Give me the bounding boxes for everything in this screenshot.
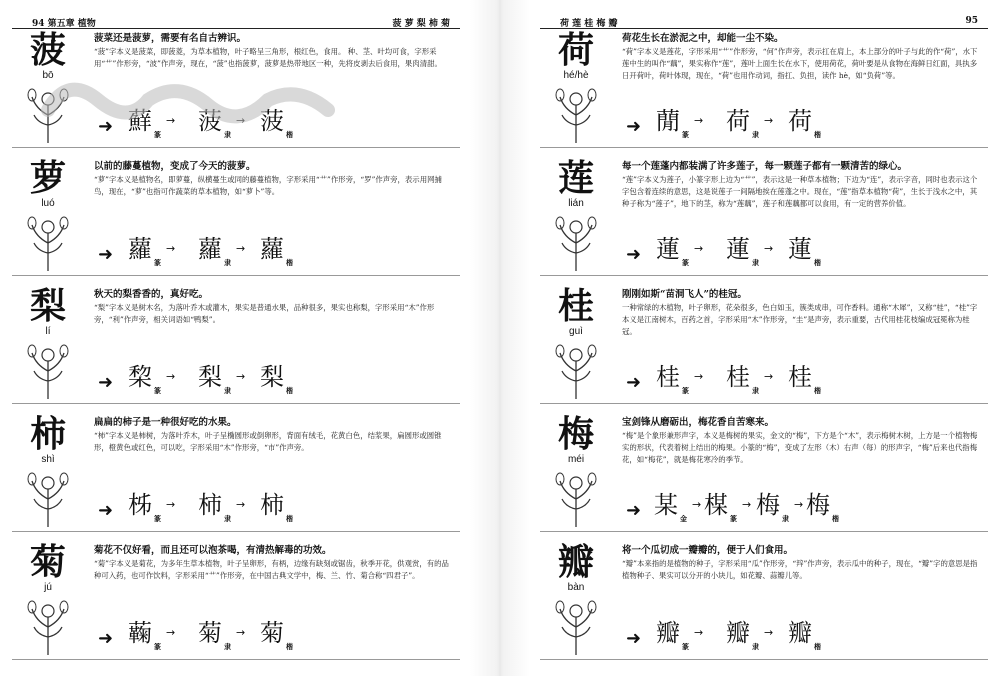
right-page <box>540 8 988 668</box>
entry-body: “荷”字本义是莲花，字形采用“艹”作形旁，“何”作声旁，表示扛在肩上，本上部分的叶子与此的作“荷”，水下莲中生的叫作“藕”，果实称作“莲”，莲叶上面生长在水下，使用荷花，荷叶要是从食物在海鲜日红面，具执多日开荷叶，荷叶体现，现在，“荷”也用作动词，指扛、负担，读作 hè，如“负荷”等。 <box>622 47 978 80</box>
entry-divider <box>540 147 988 148</box>
small-arrow-icon: → <box>692 498 702 511</box>
entry-divider <box>12 531 460 532</box>
small-arrow-icon: → <box>794 498 804 511</box>
script-label: 隶 <box>752 258 759 267</box>
evolution-glyph: 荷 <box>788 107 812 135</box>
entry-heading: 以前的藤蔓植物，变成了今天的菠萝。 <box>94 161 256 172</box>
pinyin: lián <box>568 198 584 209</box>
pinyin: hé/hè <box>563 70 589 81</box>
entry-body: “梅”是个象形兼形声字，本义是梅树的果实，金文的“梅”，下方是个“木”，表示梅树木树，上方是一个植物梅实的形状，代表着树上结出的梅果。小篆的“梅”，变成了左形（木）右声（每）的形声字，“梅”后来也代指梅花，如“梅花”，就是梅花寒冷的季节。 <box>622 431 978 464</box>
plant-illustration <box>24 469 72 527</box>
script-label: 隶 <box>224 642 231 651</box>
evolution-glyph: 蘿 <box>198 235 222 263</box>
arrow-icon: ➜ <box>626 628 642 649</box>
entry-body: “萝”字本义是植物名，即萝蔓，纵横蔓生或同的藤蔓植物，字形采用“艹”作形旁，“罗”作声旁，表示用网捕鸟，现在，“萝”也指可作蔬菜的草本植物，如“萝卜”等。 <box>94 175 442 196</box>
arrow-icon: ➜ <box>98 372 114 393</box>
arrow-icon: ➜ <box>626 116 642 137</box>
small-arrow-icon: → <box>764 626 774 639</box>
pinyin: jú <box>44 582 52 593</box>
headword: 柿 <box>29 413 66 455</box>
evolution-glyph: 荷 <box>726 107 750 135</box>
glyph-evolution <box>98 490 338 526</box>
evolution-glyph: 菊 <box>260 619 284 647</box>
glyph-evolution <box>626 490 866 526</box>
plant-illustration <box>24 597 72 655</box>
headword: 萝 <box>29 157 66 199</box>
character-entry <box>540 286 988 404</box>
script-label: 楷 <box>814 130 821 139</box>
script-label: 楷 <box>286 130 293 139</box>
evolution-glyph: 瓣 <box>788 619 812 647</box>
evolution-glyph: 蘿 <box>260 235 284 263</box>
entry-divider <box>12 659 460 660</box>
script-label: 楷 <box>814 386 821 395</box>
small-arrow-icon: → <box>764 242 774 255</box>
evolution-glyph: 梅 <box>756 491 780 519</box>
small-arrow-icon: → <box>694 626 704 639</box>
small-arrow-icon: → <box>166 114 176 127</box>
script-label: 楷 <box>832 514 839 523</box>
evolution-glyph: 梅 <box>806 491 830 519</box>
plant-illustration <box>552 597 600 655</box>
script-label: 篆 <box>154 130 161 139</box>
glyph-evolution <box>98 618 338 654</box>
plant-illustration <box>552 85 600 143</box>
glyph-evolution <box>626 234 866 270</box>
script-label: 隶 <box>224 386 231 395</box>
script-label: 篆 <box>730 514 737 523</box>
entry-divider <box>540 659 988 660</box>
script-label: 篆 <box>682 642 689 651</box>
evolution-glyph: 柹 <box>128 491 152 519</box>
evolution-glyph: 蕑 <box>656 107 680 135</box>
evolution-glyph: 蘜 <box>128 619 152 647</box>
evolution-glyph: 梨 <box>260 363 284 391</box>
entry-body: “瓣”本来指的是植物的种子，字形采用“瓜”作形旁，“辡”作声旁，表示瓜中的种子，现在，“瓣”字的意思是指植物种子、果实可以分开的小块儿，如花瓣、蒜瓣儿等。 <box>622 559 978 580</box>
script-label: 楷 <box>286 258 293 267</box>
entry-body: “柿”字本义是柿树，为落叶乔木，叶子呈椭圆形或倒卵形，背面有绒毛，花黄白色，结浆果，扁圆形或圆锥形，橙黄色或红色，可以吃，字形采用“木”作形旁，“市”作声旁。 <box>94 431 442 452</box>
entry-divider <box>540 531 988 532</box>
arrow-icon: ➜ <box>626 372 642 393</box>
entry-divider <box>12 147 460 148</box>
small-arrow-icon: → <box>764 114 774 127</box>
script-label: 隶 <box>224 514 231 523</box>
page-header <box>540 8 988 29</box>
plant-illustration <box>24 341 72 399</box>
character-entry <box>540 414 988 532</box>
entry-heading: 秋天的梨香香的，真好吃。 <box>94 289 209 300</box>
evolution-glyph: 某 <box>654 491 678 519</box>
evolution-glyph: 菊 <box>198 619 222 647</box>
script-label: 隶 <box>782 514 789 523</box>
character-entry <box>12 542 460 660</box>
pinyin: luó <box>41 198 55 209</box>
script-label: 篆 <box>682 130 689 139</box>
entry-divider <box>12 275 460 276</box>
entry-heading: 宝剑锋从磨砺出，梅花香自苦寒来。 <box>622 417 775 428</box>
headword: 菊 <box>29 541 66 583</box>
evolution-glyph: 柿 <box>260 491 284 519</box>
arrow-icon: ➜ <box>98 500 114 521</box>
small-arrow-icon: → <box>742 498 752 511</box>
script-label: 金 <box>680 514 687 523</box>
small-arrow-icon: → <box>236 498 246 511</box>
entry-heading: 将一个瓜切成一瓣瓣的，便于人们食用。 <box>622 545 794 556</box>
entry-heading: 每一个莲蓬内都装满了许多莲子，每一颗莲子都有一颗清苦的绿心。 <box>622 161 908 172</box>
script-label: 楷 <box>814 258 821 267</box>
script-label: 隶 <box>752 130 759 139</box>
entry-body: “莲”字本义为莲子，小篆字形上边为“艹”，表示这是一种草本植物；下边为“连”，表示字音，同时也表示这个字包含着连续的意思，这是说莲子一间隔地挨在莲蓬之中。现在，“莲”指草本植物“荷”，生长于浅水之中，其种子称为“莲子”，地下的茎，称为“莲藕”，莲子和莲藕都可以食用，有一定的营养价值。 <box>622 175 978 208</box>
character-entry <box>540 158 988 276</box>
watermark-logo <box>38 70 338 136</box>
headword: 梅 <box>557 413 594 455</box>
headword: 梨 <box>29 285 66 327</box>
script-label: 楷 <box>286 514 293 523</box>
pinyin: méi <box>567 454 585 465</box>
script-label: 篆 <box>682 258 689 267</box>
small-arrow-icon: → <box>166 370 176 383</box>
entry-heading: 菠菜还是菠萝，需要有名自古辨识。 <box>94 33 247 44</box>
glyph-evolution <box>626 106 866 142</box>
evolution-glyph: 蘚 <box>128 107 152 135</box>
script-label: 隶 <box>752 386 759 395</box>
arrow-icon: ➜ <box>98 628 114 649</box>
glyph-evolution <box>626 618 866 654</box>
header-right: 95 <box>965 16 978 26</box>
evolution-glyph: 柿 <box>198 491 222 519</box>
small-arrow-icon: → <box>166 498 176 511</box>
header-right: 菠 萝 梨 柿 菊 <box>392 19 450 29</box>
entry-body: 一种常绿的木植物，叶子卵形，花朵很多，色白如玉，簇类成串，可作香料。通称“木犀”，又称“桂”，“桂”字本义是江南树木，百药之首，字形采用“木”作形旁，“圭”是声旁，表示重要，古代用桂花枝编成冠冕称为桂冠。 <box>622 303 978 336</box>
arrow-icon: ➜ <box>626 244 642 265</box>
pinyin: bàn <box>567 582 585 593</box>
small-arrow-icon: → <box>236 370 246 383</box>
script-label: 篆 <box>682 386 689 395</box>
script-label: 楷 <box>814 642 821 651</box>
character-entry <box>540 542 988 660</box>
pinyin: guì <box>569 326 583 337</box>
plant-illustration <box>24 213 72 271</box>
script-label: 篆 <box>154 258 161 267</box>
script-label: 楷 <box>286 386 293 395</box>
header-left: 荷 莲 桂 梅 瓣 <box>560 19 618 29</box>
small-arrow-icon: → <box>236 242 246 255</box>
evolution-glyph: 菠 <box>198 107 222 135</box>
evolution-glyph: 梨 <box>198 363 222 391</box>
evolution-glyph: 瓣 <box>726 619 750 647</box>
small-arrow-icon: → <box>236 626 246 639</box>
entry-divider <box>540 275 988 276</box>
arrow-icon: ➜ <box>626 500 642 521</box>
entry-heading: 荷花生长在淤泥之中，却能一尘不染。 <box>622 33 784 44</box>
evolution-glyph: 桂 <box>726 363 750 391</box>
evolution-glyph: 棃 <box>128 363 152 391</box>
entry-heading: 菊花不仅好看，而且还可以泡茶喝，有清热解毒的功效。 <box>94 545 332 556</box>
script-label: 隶 <box>224 258 231 267</box>
entry-divider <box>540 403 988 404</box>
character-entry <box>12 158 460 276</box>
page-header <box>12 8 460 29</box>
script-label: 楷 <box>286 642 293 651</box>
header-left: 94 第五章 植物 <box>32 19 96 29</box>
evolution-glyph: 蘿 <box>128 235 152 263</box>
small-arrow-icon: → <box>236 114 246 127</box>
script-label: 隶 <box>752 642 759 651</box>
small-arrow-icon: → <box>166 626 176 639</box>
small-arrow-icon: → <box>694 242 704 255</box>
entry-body: “菊”字本义是菊花，为多年生草本植物，叶子呈卵形，有柄，边缘有缺刻或锯齿，秋季开花，供观赏，有的品种可入药，也可作饮料，字形采用“艹”作形旁，在中国古典文学中，梅、兰、竹、菊合称“四君子”。 <box>94 559 449 580</box>
character-entry <box>12 286 460 404</box>
arrow-icon: ➜ <box>98 244 114 265</box>
evolution-glyph: 蓮 <box>726 235 750 263</box>
entry-heading: 扁扁的柿子是一种很好吃的水果。 <box>94 417 237 428</box>
evolution-glyph: 瓣 <box>656 619 680 647</box>
evolution-glyph: 桂 <box>788 363 812 391</box>
script-label: 篆 <box>154 642 161 651</box>
entry-heading: 刚刚如斯“苗洞飞人”的桂冠。 <box>622 289 747 300</box>
arrow-icon: ➜ <box>98 116 114 137</box>
evolution-glyph: 蓮 <box>788 235 812 263</box>
character-entry <box>540 30 988 148</box>
glyph-evolution <box>98 362 338 398</box>
plant-illustration <box>552 469 600 527</box>
headword: 桂 <box>557 285 594 327</box>
book-gutter <box>470 0 530 676</box>
small-arrow-icon: → <box>764 370 774 383</box>
evolution-glyph: 楳 <box>704 491 728 519</box>
pinyin: bō <box>42 70 54 81</box>
entry-body: “梨”字本义是树木名，为落叶乔木或灌木，果实是普通水果，品种很多，果实也称梨，字形采用“木”作形旁，“利”作声旁，相关词语如“鸭梨”。 <box>94 303 435 324</box>
glyph-evolution <box>626 362 866 398</box>
entry-body: “菠”字本义是菠菜，即菠菱，为草本植物，叶子略呈三角形，根红色，食用。 种、茎、叶均可食，字形采用“艹”作形旁，“波”作声旁，现在，“菠”也指菠萝，菠萝是热带地区一种，先将皮剥去后食用，果肉清甜。 <box>94 47 442 68</box>
script-label: 篆 <box>154 514 161 523</box>
script-label: 篆 <box>154 386 161 395</box>
small-arrow-icon: → <box>694 370 704 383</box>
headword: 莲 <box>557 157 594 199</box>
headword: 荷 <box>557 29 594 71</box>
evolution-glyph: 桂 <box>656 363 680 391</box>
plant-illustration <box>552 213 600 271</box>
pinyin: lí <box>45 326 51 337</box>
entry-divider <box>12 403 460 404</box>
evolution-glyph: 蓮 <box>656 235 680 263</box>
glyph-evolution <box>98 234 338 270</box>
character-entry <box>12 414 460 532</box>
evolution-glyph: 菠 <box>260 107 284 135</box>
script-label: 隶 <box>224 130 231 139</box>
small-arrow-icon: → <box>694 114 704 127</box>
small-arrow-icon: → <box>166 242 176 255</box>
pinyin: shì <box>41 454 55 465</box>
plant-illustration <box>552 341 600 399</box>
headword: 菠 <box>29 29 66 71</box>
headword: 瓣 <box>557 541 594 583</box>
